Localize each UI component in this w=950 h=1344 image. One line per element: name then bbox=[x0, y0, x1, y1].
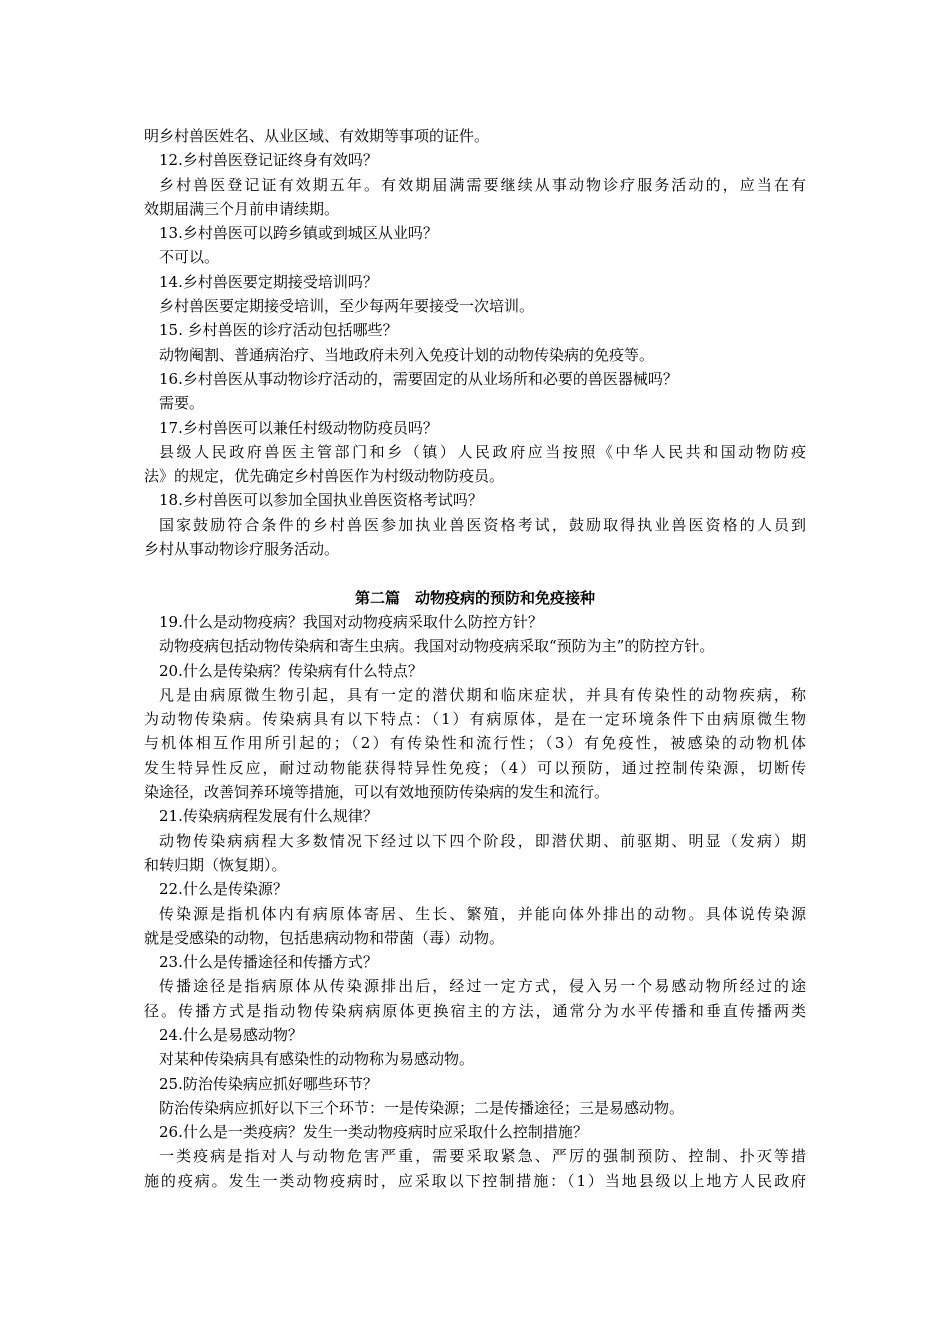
text-line: 对某种传染病具有感染性的动物称为易感动物。 bbox=[159, 1050, 475, 1069]
text-line: 不可以。 bbox=[159, 248, 220, 267]
text-line: 乡村兽医要定期接受培训，至少每两年要接受一次培训。 bbox=[159, 297, 535, 316]
part-two-qa bbox=[144, 610, 806, 1193]
text-line: 明乡村兽医姓名、从业区域、有效期等事项的证件。 bbox=[144, 127, 490, 145]
text-line: 效期届满三个月前申请续期。 bbox=[144, 199, 340, 218]
document-body bbox=[144, 124, 806, 1193]
text-line: 县级人民政府兽医主管部门和乡（镇）人民政府应当按照《中华人民共和国动物防疫 bbox=[159, 442, 806, 461]
text-line: 24.什么是易感动物？ bbox=[159, 1025, 303, 1044]
text-line: 12.乡村兽医登记证终身有效吗？ bbox=[159, 151, 378, 170]
text-line: 动物疫病包括动物传染病和寄生虫病。我国对动物疫病采取“预防为主”的防控方针。 bbox=[159, 637, 715, 656]
text-line: 乡村兽医登记证有效期五年。有效期届满需要继续从事动物诊疗服务活动的，应当在有 bbox=[159, 175, 806, 194]
text-line: 16.乡村兽医从事动物诊疗活动的，需要固定的从业场所和必要的兽医器械吗？ bbox=[159, 369, 678, 388]
text-line: 国家鼓励符合条件的乡村兽医参加执业兽医资格考试，鼓励取得执业兽医资格的人员到 bbox=[159, 515, 806, 534]
text-line: 18.乡村兽医可以参加全国执业兽医资格考试吗？ bbox=[159, 491, 483, 510]
part-one-qa bbox=[144, 124, 806, 561]
blank-line bbox=[144, 561, 806, 585]
text-line: 凡是由病原微生物引起，具有一定的潜伏期和临床症状，并具有传染性的动物疾病，称 bbox=[159, 685, 806, 704]
text-line: 一类疫病是指对人与动物危害严重，需要采取紧急、严厉的强制预防、控制、扑灭等措 bbox=[159, 1147, 806, 1166]
text-line: 动物传染病病程大多数情况下经过以下四个阶段，即潜伏期、前驱期、明显（发病）期 bbox=[159, 831, 806, 850]
text-line: 乡村从事动物诊疗服务活动。 bbox=[144, 540, 340, 559]
text-line: 传染源是指机体内有病原体寄居、生长、繁殖，并能向体外排出的动物。具体说传染源 bbox=[159, 904, 806, 923]
text-line: 21.传染病病程发展有什么规律？ bbox=[159, 807, 378, 826]
text-line: 染途径，改善饲养环境等措施，可以有效地预防传染病的发生和流行。 bbox=[144, 783, 610, 802]
text-line: 20.什么是传染病？传染病有什么特点？ bbox=[159, 661, 423, 680]
text-line: 17.乡村兽医可以兼任村级动物防疫员吗？ bbox=[159, 418, 438, 437]
text-line: 需要。 bbox=[159, 394, 205, 413]
text-line: 径。传播方式是指动物传染病病原体更换宿主的方法，通常分为水平传播和垂直传播两类 bbox=[144, 1001, 806, 1020]
text-line: 发生特异性反应，耐过动物能获得特异性免疫；（4）可以预防，通过控制传染源，切断传 bbox=[144, 758, 806, 777]
section-heading: 第二篇 动物疫病的预防和免疫接种 bbox=[354, 588, 595, 607]
text-line: 22.什么是传染源？ bbox=[159, 880, 288, 899]
text-line: 19.什么是动物疫病？我国对动物疫病采取什么防控方针？ bbox=[159, 612, 543, 631]
text-line: 26.什么是一类疫病？发生一类动物疫病时应采取什么控制措施？ bbox=[159, 1123, 588, 1142]
text-line: 防治传染病应抓好以下三个环节：一是传染源；二是传播途径；三是易感动物。 bbox=[159, 1098, 685, 1117]
text-line: 13.乡村兽医可以跨乡镇或到城区从业吗？ bbox=[159, 224, 438, 243]
text-line: 传播途径是指病原体从传染源排出后，经过一定方式，侵入另一个易感动物所经过的途 bbox=[159, 977, 806, 996]
text-line: 法》的规定，优先确定乡村兽医作为村级动物防疫员。 bbox=[144, 467, 505, 486]
text-line: 25.防治传染病应抓好哪些环节？ bbox=[159, 1074, 378, 1093]
text-line: 23.什么是传播途径和传播方式？ bbox=[159, 953, 378, 972]
text-line: 与机体相互作用所引起的；（2）有传染性和流行性；（3）有免疫性，被感染的动物机体 bbox=[144, 734, 806, 753]
text-line: 和转归期（恢复期）。 bbox=[144, 855, 287, 874]
text-line: 动物阉割、普通病治疗、当地政府未列入免疫计划的动物传染病的免疫等。 bbox=[159, 345, 655, 364]
text-line: 为动物传染病。传染病具有以下特点：（1）有病原体，是在一定环境条件下由病原微生物 bbox=[144, 710, 806, 729]
text-line: 14.乡村兽医要定期接受培训吗？ bbox=[159, 272, 378, 291]
text-line: 15. 乡村兽医的诊疗活动包括哪些？ bbox=[159, 321, 398, 340]
text-line: 就是受感染的动物，包括患病动物和带菌（毒）动物。 bbox=[144, 928, 505, 947]
text-line: 施的疫病。发生一类动物疫病时，应采取以下控制措施：（1）当地县级以上地方人民政府 bbox=[144, 1171, 806, 1190]
